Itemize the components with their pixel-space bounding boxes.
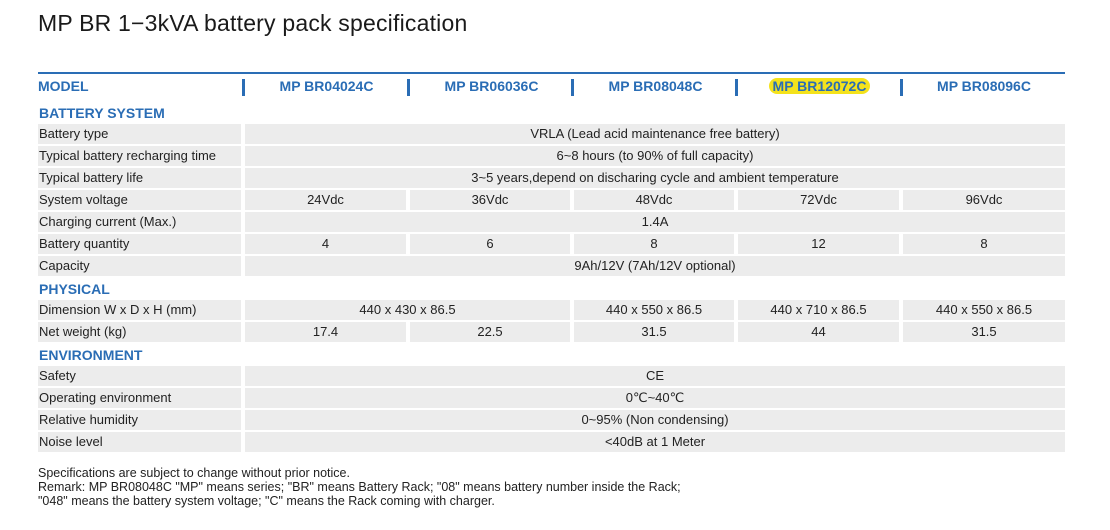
spec-table — [38, 72, 1065, 454]
row-value: 6~8 hours (to 90% of full capacity) — [245, 146, 1065, 166]
table-row — [38, 124, 1065, 146]
footnotes — [38, 466, 681, 508]
row-value: 1.4A — [245, 212, 1065, 232]
model-header-2: MP BR06036C — [444, 78, 539, 94]
row-value: 48Vdc — [574, 190, 734, 210]
model-header-4-highlighted — [738, 78, 901, 94]
row-label: Typical battery recharging time — [38, 146, 241, 166]
section-environment: ENVIRONMENT — [39, 347, 143, 363]
model-header-3: MP BR08048C — [608, 78, 703, 94]
row-label: Net weight (kg) — [38, 322, 241, 342]
row-label: System voltage — [38, 190, 241, 210]
row-value: <40dB at 1 Meter — [245, 432, 1065, 452]
row-value: 12 — [738, 234, 899, 254]
table-row — [38, 234, 1065, 256]
model-column-label: MODEL — [38, 78, 89, 94]
row-value: 22.5 — [410, 322, 570, 342]
table-row — [38, 410, 1065, 432]
row-value: 440 x 710 x 86.5 — [738, 300, 899, 320]
row-value: 0℃~40℃ — [245, 388, 1065, 408]
row-label: Relative humidity — [38, 410, 241, 430]
section-battery-system: BATTERY SYSTEM — [39, 105, 165, 121]
row-value: 31.5 — [903, 322, 1065, 342]
row-value: VRLA (Lead acid maintenance free battery) — [245, 124, 1065, 144]
table-header — [38, 72, 1065, 102]
row-value: 31.5 — [574, 322, 734, 342]
model-header-1: MP BR04024C — [279, 78, 374, 94]
table-row — [38, 190, 1065, 212]
table-row — [38, 432, 1065, 454]
row-label: Dimension W x D x H (mm) — [38, 300, 241, 320]
highlight-marker: MP BR12072C — [769, 78, 871, 94]
row-value: 0~95% (Non condensing) — [245, 410, 1065, 430]
row-value: 4 — [245, 234, 406, 254]
footnote-line: "048" means the battery system voltage; "C" means the Rack coming with charger. — [38, 494, 495, 508]
row-value: 8 — [903, 234, 1065, 254]
row-value: 17.4 — [245, 322, 406, 342]
row-value: 72Vdc — [738, 190, 899, 210]
table-row — [38, 300, 1065, 322]
table-row — [38, 388, 1065, 410]
table-row — [38, 212, 1065, 234]
row-value: 44 — [738, 322, 899, 342]
row-label: Safety — [38, 366, 241, 386]
table-row — [38, 168, 1065, 190]
row-label: Battery type — [38, 124, 241, 144]
row-value: 6 — [410, 234, 570, 254]
row-value: 24Vdc — [245, 190, 406, 210]
row-value: 96Vdc — [903, 190, 1065, 210]
model-header-5: MP BR08096C — [937, 78, 1031, 94]
row-value: 440 x 550 x 86.5 — [903, 300, 1065, 320]
row-value: 3~5 years,depend on discharing cycle and ambient temperature — [245, 168, 1065, 188]
footnote-line: Remark: MP BR08048C "MP" means series; "BR" means Battery Rack; "08" means battery number inside the Rack; — [38, 480, 681, 494]
row-label: Battery quantity — [38, 234, 241, 254]
row-value: 36Vdc — [410, 190, 570, 210]
row-label: Operating environment — [38, 388, 241, 408]
row-value: CE — [245, 366, 1065, 386]
table-row — [38, 256, 1065, 278]
footnote-line: Specifications are subject to change without prior notice. — [38, 466, 350, 480]
table-row — [38, 366, 1065, 388]
table-row — [38, 146, 1065, 168]
row-label: Capacity — [38, 256, 241, 276]
row-value: 8 — [574, 234, 734, 254]
row-label: Noise level — [38, 432, 241, 452]
row-label: Typical battery life — [38, 168, 241, 188]
row-value: 440 x 550 x 86.5 — [574, 300, 734, 320]
row-value: 440 x 430 x 86.5 — [245, 300, 570, 320]
table-row — [38, 322, 1065, 344]
row-value: 9Ah/12V (7Ah/12V optional) — [245, 256, 1065, 276]
section-physical: PHYSICAL — [39, 281, 110, 297]
page-title: MP BR 1−3kVA battery pack specification — [38, 10, 468, 36]
row-label: Charging current (Max.) — [38, 212, 241, 232]
